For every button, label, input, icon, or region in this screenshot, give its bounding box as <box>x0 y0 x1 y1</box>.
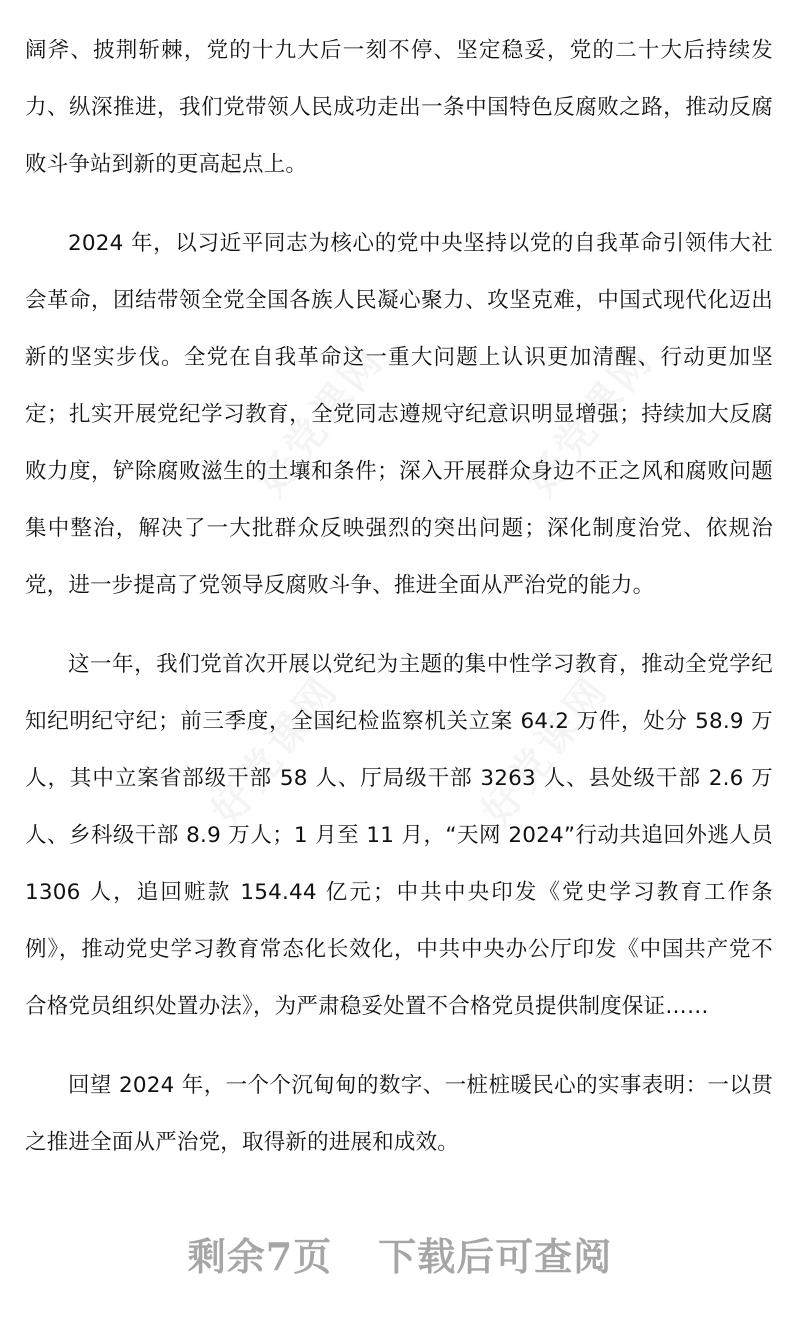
paragraph: 这一年，我们党首次开展以党纪为主题的集中性学习教育，推动全党学纪知纪明纪守纪；前三季度，全国纪检监察机关立案 64.2 万件，处分 58.9 万人，其中立案省部级干部 58 人、厅局级干部 3263 人、县处级干部 2.6 万人、乡科级干部 8.9 万人；1 月至 11 月，“天网 2024”行动共追回外逃人员 1306 人，追回赃款 154.44 亿元；中共中央印发《党史学习教育工作条例》，推动党史学习教育常态化长效化，中共中央办公厅印发《中国共产党不合格党员组织处置办法》，为严肃稳妥处置不合格党员提供制度保证…… <box>25 652 773 1019</box>
download-hint-label: 下载后可查阅 <box>378 1234 613 1279</box>
document-body <box>25 22 773 1193</box>
paragraph: 回望 2024 年，一个个沉甸甸的数字、一桩桩暖民心的实事表明：一以贯之推进全面从严治党，取得新的进展和成效。 <box>25 1073 773 1155</box>
remaining-pages-label: 剩余7页 <box>187 1234 333 1279</box>
paragraph: 2024 年，以习近平同志为核心的党中央坚持以党的自我革命引领伟大社会革命，团结带领全党全国各族人民凝心聚力、攻坚克难，中国式现代化迈出新的坚实步伐。全党在自我革命这一重大问题上认识更加清醒、行动更加坚定；扎实开展党纪学习教育，全党同志遵规守纪意识明显增强；持续加大反腐败力度，铲除腐败滋生的土壤和条件；深入开展群众身边不正之风和腐败问题集中整治，解决了一大批群众反映强烈的突出问题；深化制度治党、依规治党，进一步提高了党领导反腐败斗争、推进全面从严治党的能力。 <box>25 231 773 598</box>
paragraph: 阔斧、披荆斩棘，党的十九大后一刻不停、坚定稳妥，党的二十大后持续发力、纵深推进，我们党带领人民成功走出一条中国特色反腐败之路，推动反腐败斗争站到新的更高起点上。 <box>25 38 773 177</box>
remaining-pages-banner[interactable] <box>0 1226 800 1281</box>
